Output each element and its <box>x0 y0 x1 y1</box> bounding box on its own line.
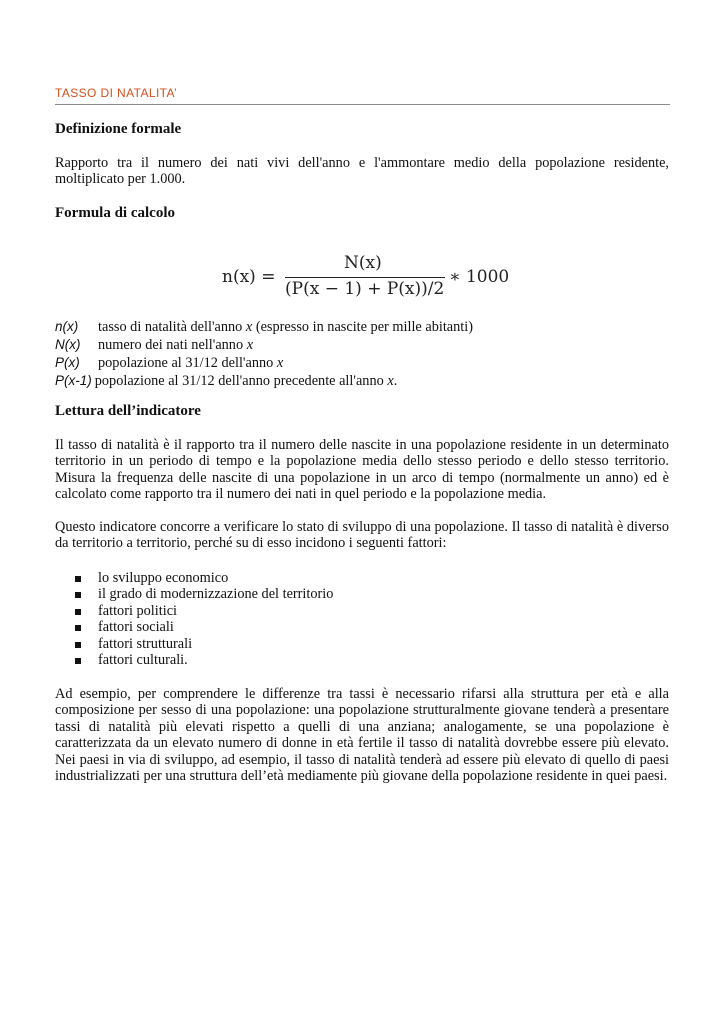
paragraph-definizione: Rapporto tra il numero dei nati vivi dell'anno e l'ammontare medio della popolazione residente, moltiplicato per 1.000. <box>55 155 669 188</box>
list-item: lo sviluppo economico <box>75 570 333 586</box>
formula-natalita <box>222 252 512 302</box>
list-item: fattori strutturali <box>75 636 333 652</box>
formula-denominator: (P(x − 1) + P(x))/2 <box>285 279 445 299</box>
fraction-bar <box>285 277 445 278</box>
definition-row <box>55 336 473 354</box>
definition-text: numero dei nati nell'anno <box>98 337 247 353</box>
definition-variable: x <box>276 355 284 371</box>
definition-symbol: P(x) <box>55 355 80 370</box>
paragraph-lettura-2: Questo indicatore concorre a verificare lo stato di sviluppo di una popolazione. Il tasso di natalità è diverso da territorio a territorio, perché su di esso incidono i seguenti fattori: <box>55 519 669 552</box>
definition-row <box>55 318 473 336</box>
definition-symbol: P(x-1) <box>55 373 92 388</box>
heading-lettura: Lettura dell’indicatore <box>55 403 201 419</box>
formula-numerator: N(x) <box>344 253 382 273</box>
heading-formula: Formula di calcolo <box>55 205 175 221</box>
definition-symbol: N(x) <box>55 337 81 352</box>
definition-text-end: (espresso in nascite per mille abitanti) <box>252 319 473 335</box>
definition-variable: x <box>246 337 254 353</box>
formula-multiplier: ∗ 1000 <box>449 267 510 287</box>
definition-symbol: n(x) <box>55 319 79 334</box>
formula-lhs: n(x) = <box>222 267 276 287</box>
definition-text: popolazione al 31/12 dell'anno <box>98 355 277 371</box>
definitions-list <box>55 318 473 390</box>
list-item: fattori sociali <box>75 619 333 635</box>
header-divider <box>55 104 670 105</box>
list-item: fattori culturali. <box>75 652 333 668</box>
definition-row <box>55 354 473 372</box>
definition-text: popolazione al 31/12 dell'anno precedente all'anno <box>94 373 388 389</box>
paragraph-esempio: Ad esempio, per comprendere le differenze tra tassi è necessario rifarsi alla struttura per età e alla composizione per sesso di una popolazione: una popolazione strutturalmente giovane tenderà a presentare tassi di natalità più elevati rispetto a quelli di una anziana; analogamente, se una popolazione è caratterizzata da un elevato numero di donne in età fertile il tasso di natalità dovrebbe essere più elevato. Nei paesi in via di sviluppo, ad esempio, il tasso di natalità tenderà ad essere più elevato di quello di paesi industrializzati per una struttura dell’età mediamente più giovane della popolazione residente in quei paesi. <box>55 686 669 785</box>
factors-list <box>75 570 333 668</box>
definition-row <box>55 372 473 390</box>
definition-variable: x <box>245 319 253 335</box>
list-item: fattori politici <box>75 603 333 619</box>
definition-text-end: . <box>393 373 398 389</box>
definition-variable: x <box>387 373 394 389</box>
paragraph-lettura-1: Il tasso di natalità è il rapporto tra il numero delle nascite in una popolazione residente in un determinato territorio in un periodo di tempo e la popolazione media dello stesso periodo e dello stesso territorio. Misura la frequenza delle nascite di una popolazione in un arco di tempo (normalmente un anno) ed è calcolato come rapporto tra il numero dei nati in quel periodo e la popolazione media. <box>55 437 669 503</box>
definition-text: tasso di natalità dell'anno <box>98 319 246 335</box>
list-item: il grado di modernizzazione del territorio <box>75 586 333 602</box>
heading-definizione: Definizione formale <box>55 121 182 137</box>
document-header-title: TASSO DI NATALITA’ <box>55 86 178 100</box>
